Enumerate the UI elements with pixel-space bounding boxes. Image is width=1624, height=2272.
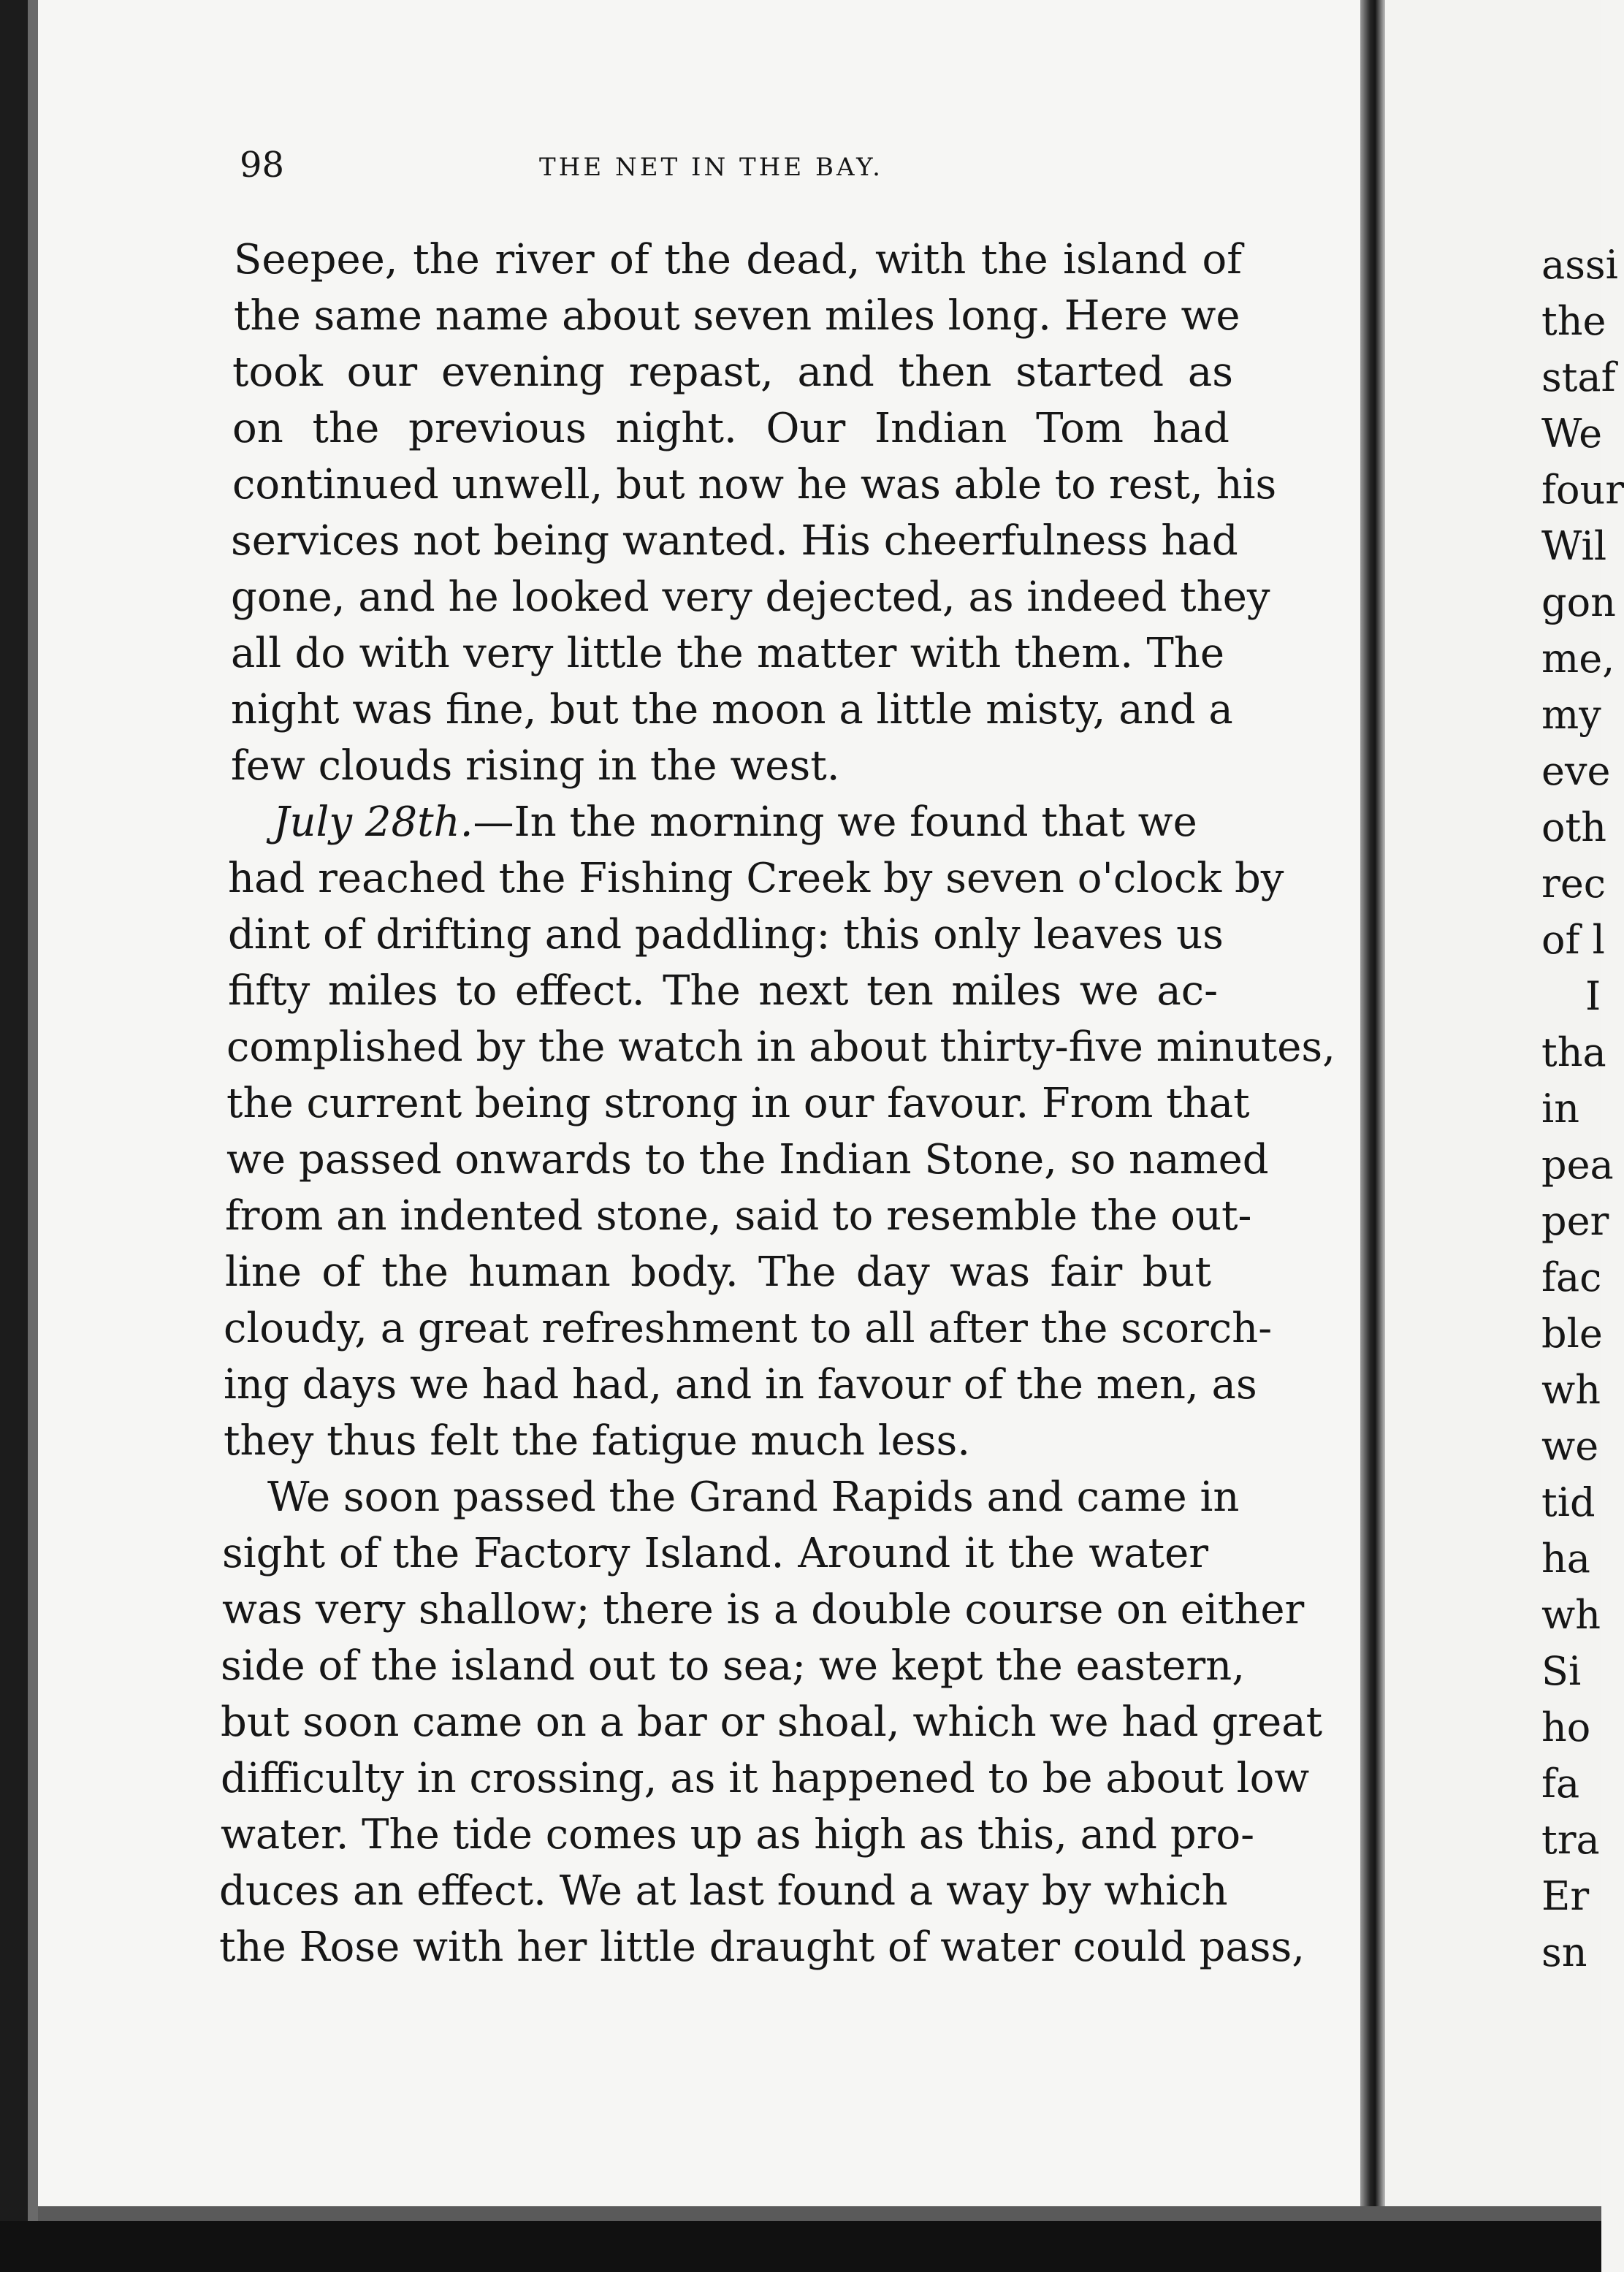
- right-page-fragment: pea: [1541, 1142, 1614, 1188]
- text-line: duces an effect. We at last found a way by which: [219, 1867, 1228, 1915]
- text-line: cloudy, a great refreshment to all after the scorch-: [224, 1305, 1273, 1352]
- right-page-fragment: four: [1541, 467, 1624, 513]
- text-line: ing days we had had, and in favour of the men, as: [224, 1361, 1257, 1408]
- right-page-fragment: assi: [1541, 242, 1618, 288]
- right-page-fragment: We: [1541, 411, 1603, 457]
- right-page-fragment: Si: [1541, 1648, 1582, 1694]
- text-line: they thus felt the fatigue much less.: [224, 1417, 971, 1465]
- text-line: was very shallow; there is a double course on either: [222, 1586, 1305, 1634]
- right-page-fragment: I: [1585, 973, 1601, 1019]
- text-line: the Rose with her little draught of water could pass,: [219, 1924, 1305, 1971]
- right-page-fragment: in: [1541, 1086, 1580, 1132]
- right-page-fragment: my: [1541, 692, 1601, 738]
- right-page-fragment: eve: [1541, 748, 1611, 794]
- right-page-fragment: ho: [1541, 1704, 1591, 1750]
- text-line: sight of the Factory Island. Around it the water: [222, 1530, 1208, 1577]
- text-line: we passed onwards to the Indian Stone, so named: [226, 1136, 1269, 1183]
- text-line: fifty miles to effect. The next ten miles we ac-: [228, 967, 1218, 1015]
- text-line: on the previous night. Our Indian Tom had: [232, 405, 1230, 452]
- scan-border-bottom: [0, 2221, 1601, 2272]
- right-page-fragment: fac: [1541, 1254, 1602, 1300]
- date-heading: July 28th.: [273, 798, 473, 846]
- text-line: took our evening repast, and then started as: [232, 348, 1233, 396]
- text-line: difficulty in crossing, as it happened to be about low: [221, 1755, 1310, 1802]
- right-page-fragment: oth: [1541, 804, 1606, 850]
- right-page-fragment: per: [1541, 1198, 1609, 1244]
- text-line: from an indented stone, said to resemble the out-: [225, 1192, 1252, 1240]
- text-line: few clouds rising in the west.: [231, 742, 840, 790]
- right-page-fragment: we: [1541, 1423, 1599, 1469]
- right-page-fragment: gon: [1541, 579, 1616, 625]
- right-page-fragment: wh: [1541, 1367, 1601, 1413]
- right-page-fragment: ha: [1541, 1536, 1590, 1582]
- right-page-fragment: sn: [1541, 1929, 1587, 1975]
- text-line: complished by the watch in about thirty-five minutes,: [226, 1023, 1335, 1071]
- right-page-fragment: staf: [1541, 354, 1616, 400]
- right-page-fragment: tid: [1541, 1479, 1596, 1525]
- text-line: water. The tide comes up as high as this, and pro-: [221, 1811, 1255, 1859]
- text-line: services not being wanted. His cheerfulness had: [231, 517, 1238, 565]
- right-page-fragment: ble: [1541, 1311, 1603, 1357]
- text-line: had reached the Fishing Creek by seven o'clock by: [228, 855, 1284, 902]
- right-page-fragment: fa: [1541, 1761, 1580, 1807]
- text-line: the current being strong in our favour. From that: [226, 1080, 1250, 1127]
- text-line: the same name about seven miles long. Here we: [234, 292, 1240, 340]
- right-page-fragment: wh: [1541, 1592, 1601, 1638]
- scan-border-left: [0, 0, 28, 2272]
- text-line-dated: [273, 799, 1220, 846]
- right-page-fragment: Wil: [1541, 523, 1607, 569]
- right-page-fragment: tha: [1541, 1029, 1606, 1075]
- text-line: Seepee, the river of the dead, with the island of: [234, 236, 1242, 283]
- text-line: line of the human body. The day was fair but: [225, 1249, 1211, 1296]
- book-gutter: [1360, 0, 1385, 2221]
- book-cover-edge: [28, 0, 38, 2272]
- page-number: 98: [240, 145, 285, 186]
- text-line: night was fine, but the moon a little misty, and a: [231, 686, 1233, 733]
- right-page-fragment: the: [1541, 298, 1606, 344]
- page-bottom-edge: [38, 2206, 1601, 2221]
- right-page-fragment: of l: [1541, 917, 1605, 963]
- right-page-fragment: rec: [1541, 861, 1606, 907]
- right-page-fragment: Er: [1541, 1873, 1590, 1919]
- text-line: all do with very little the matter with them. The: [231, 630, 1224, 677]
- text-line: We soon passed the Grand Rapids and came in: [267, 1474, 1240, 1521]
- text-line: gone, and he looked very dejected, as indeed they: [231, 573, 1270, 621]
- text-line: continued unwell, but now he was able to rest, his: [232, 461, 1277, 508]
- text-line: side of the island out to sea; we kept the eastern,: [221, 1642, 1246, 1690]
- right-page-fragment: tra: [1541, 1817, 1600, 1863]
- running-head: THE NET IN THE BAY.: [539, 153, 883, 182]
- right-page-fragment: me,: [1541, 636, 1615, 682]
- text-line: dint of drifting and paddling: this only leaves us: [228, 911, 1224, 958]
- text-line: but soon came on a bar or shoal, which we had great: [221, 1699, 1323, 1746]
- date-line-text: —In the morning we found that we: [473, 798, 1197, 846]
